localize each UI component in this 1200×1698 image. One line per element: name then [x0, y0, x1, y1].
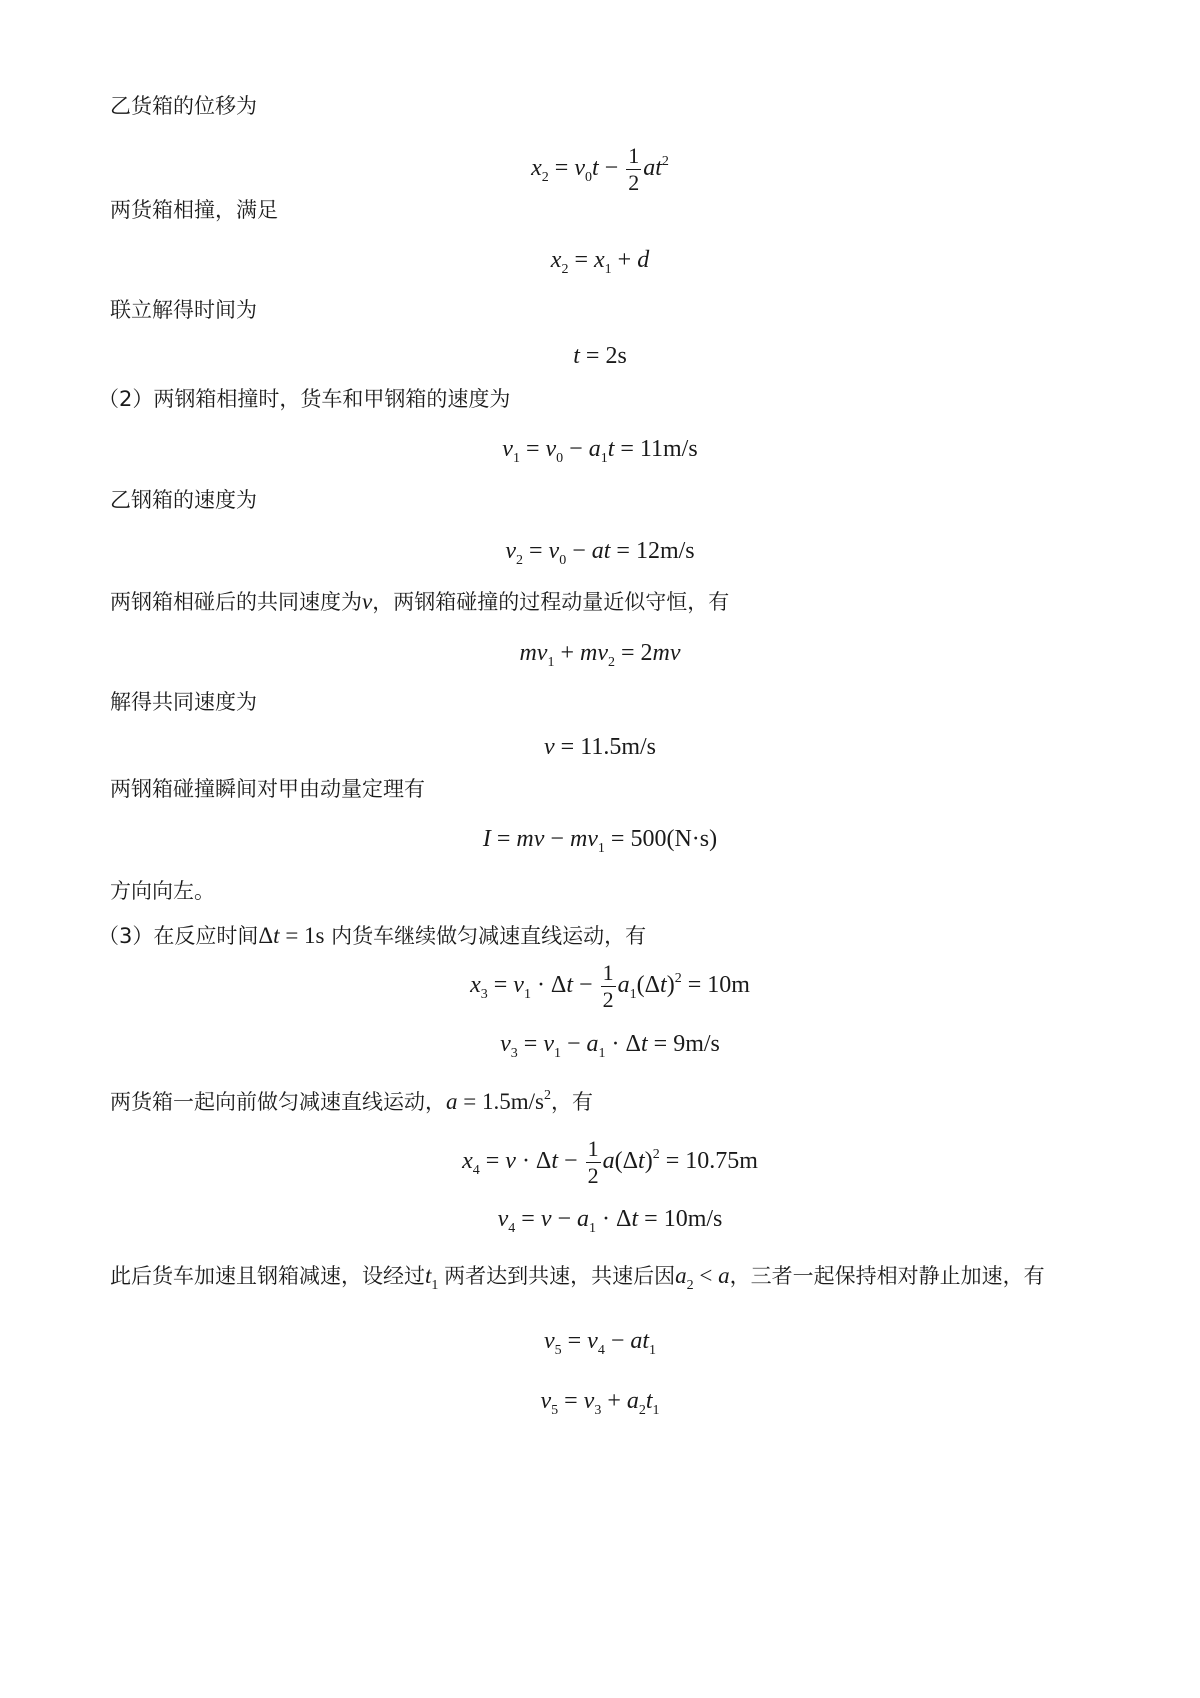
- fraction: $\frac{1}{2}$: [628, 143, 640, 195]
- text-line: 两货箱一起向前做匀减速直线运动，$a = 1.5m/s^2$，有: [110, 1088, 593, 1114]
- value: 11m/s: [639, 436, 698, 462]
- text-line: 两钢箱碰撞瞬间对甲由动量定理有: [110, 777, 425, 801]
- equation-collision: $x_2 = x_1 + d$: [550, 247, 650, 277]
- value: 10.75m: [685, 1148, 758, 1175]
- text-line: 解得共同速度为: [110, 690, 257, 714]
- text-line: 方向向左。: [110, 879, 215, 903]
- fraction: $\frac{1}{2}$: [602, 960, 614, 1012]
- equation-x4: $x_4 = v \cdot \Delta t$ − $\frac{1}{2}$ $a(\Delta t)^2 = 10.75m$: [462, 1136, 758, 1188]
- text-line: （3）在反应时间Δt = 1s 内货车继续做匀减速直线运动，有: [98, 923, 647, 948]
- equation-v3: $v_3 = v_1 - a_1 \cdot \Delta t = 9m/s$: [500, 1031, 720, 1061]
- equation-v4: $v_4 = v - a_1 \cdot \Delta t = 10m/s$: [497, 1206, 723, 1236]
- value: 11.5m/s: [580, 734, 656, 760]
- text-line: 两货箱相撞，满足: [110, 198, 278, 222]
- equation-v1: $v_1 = v_0 - a_1t = 11m/s$: [502, 436, 698, 466]
- text-line: 联立解得时间为: [110, 298, 257, 322]
- equation-v5b: $v_5 = v_3 + a_2t_1$: [540, 1388, 660, 1418]
- text-line: （2）两钢箱相撞时，货车和甲钢箱的速度为: [98, 387, 511, 411]
- text-line: 此后货车加速且钢箱减速，设经过$t_1$ 两者达到共速，共速后因$a_2 < a$，三者一起保持相对静止加速，有: [110, 1263, 1045, 1293]
- text-line: 乙钢箱的速度为: [110, 488, 257, 512]
- value: 10m/s: [663, 1206, 723, 1232]
- equation-impulse: I = mv − $mv_1 = 500(N\cdot s)$: [482, 826, 718, 856]
- text-line: 两钢箱相碰后的共同速度为v，两钢箱碰撞的过程动量近似守恒，有: [110, 589, 730, 614]
- value: 10m: [707, 972, 750, 999]
- equation-time: t = 2s: [573, 343, 627, 369]
- equation-x2: $x_2 = v_0t$ − $\frac{1}{2}$ $at^2$: [531, 143, 669, 195]
- value: 500(N·s): [630, 826, 718, 852]
- equation-momentum: $mv_1 + mv_2 = 2mv$: [519, 640, 681, 670]
- value: 2s: [605, 343, 627, 369]
- equation-v5a: $v_5 = v_4 - at_1$: [543, 1328, 657, 1358]
- equation-x3: $x_3 = v_1 \cdot \Delta t$ − $\frac{1}{2}$ $a_1(\Delta t)^2 = 10m$: [470, 960, 750, 1012]
- equation-v2: $v_2 = v_0$ − at = 12m/s: [505, 538, 695, 568]
- fraction: $\frac{1}{2}$: [587, 1136, 599, 1188]
- value: 12m/s: [635, 538, 695, 564]
- text-line: 乙货箱的位移为: [110, 94, 257, 118]
- value: 9m/s: [673, 1031, 720, 1057]
- equation-v: v = 11.5m/s: [544, 734, 656, 760]
